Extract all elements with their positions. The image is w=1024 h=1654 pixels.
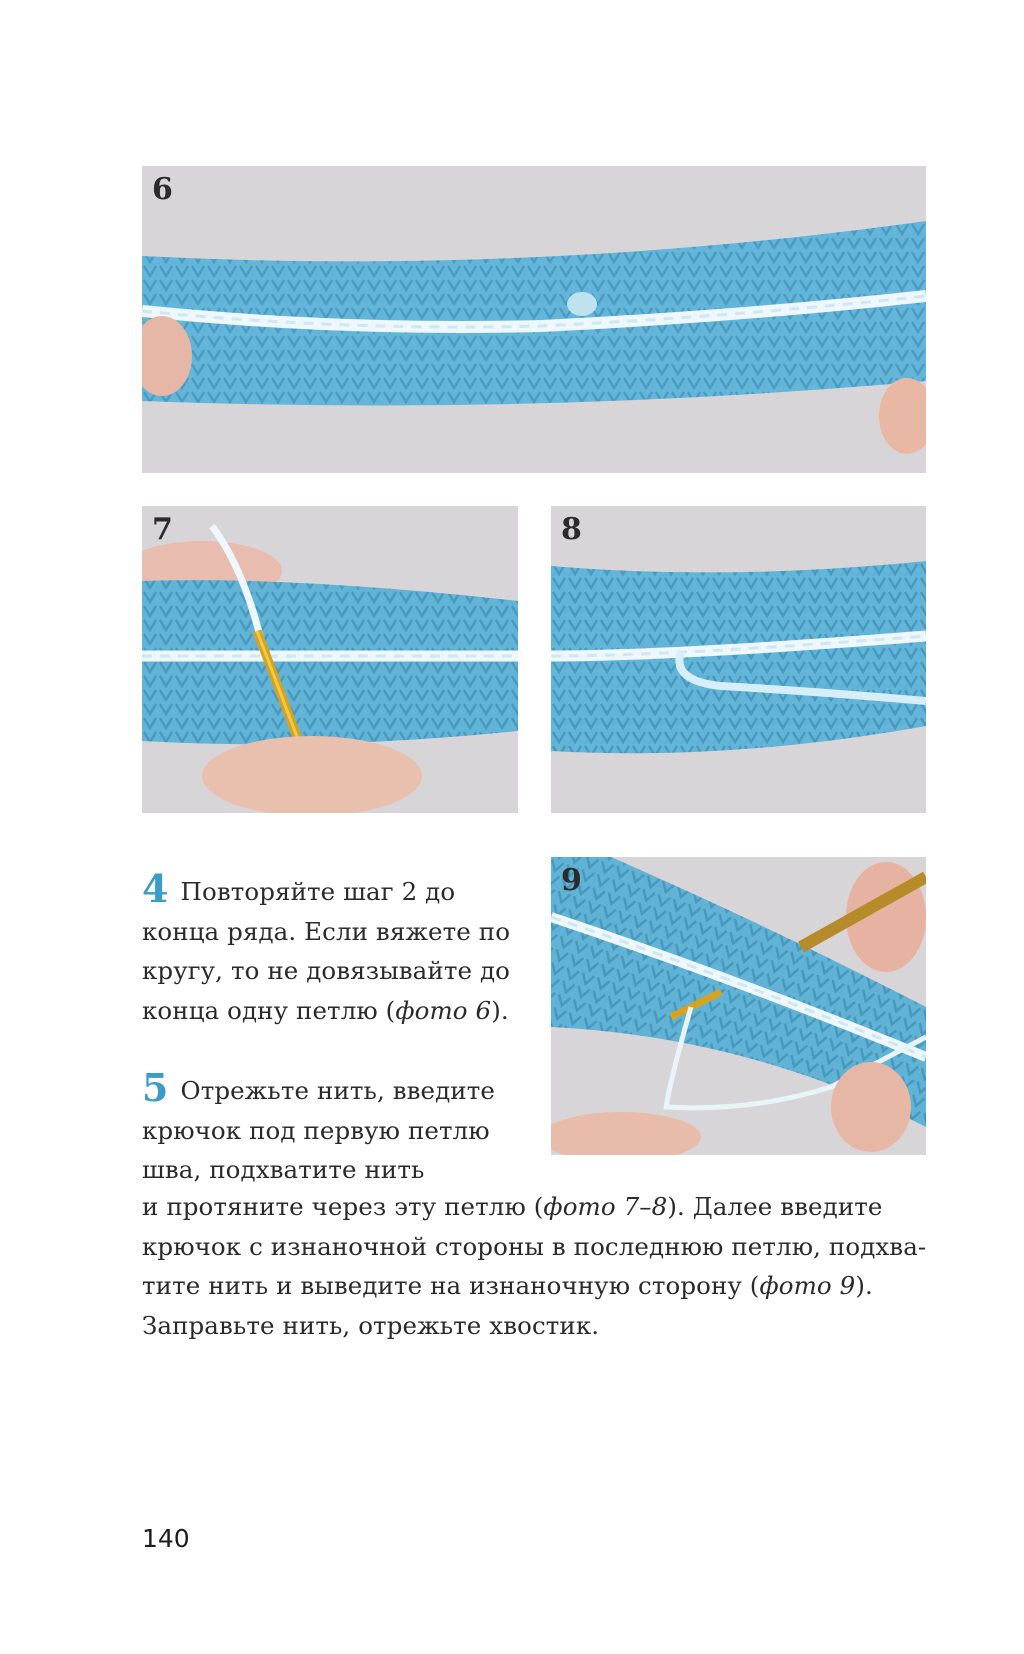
text-line: Заправьте нить, отрежьте хвостик. (142, 1310, 600, 1340)
photo-number: 7 (152, 512, 173, 547)
text-line: конца одну петлю ( (142, 995, 396, 1025)
text-line: конца ряда. Если вяжете по (142, 916, 511, 946)
text-line: крючок под первую петлю (142, 1115, 490, 1145)
page-number: 140 (142, 1524, 190, 1553)
text-line: Отрежьте нить, введите (180, 1076, 495, 1105)
text-fragment: ). Далее введите (667, 1192, 883, 1221)
photo-reference: фото 6 (395, 995, 492, 1025)
knitted-strip-illustration (142, 166, 926, 473)
step-number: 4 (142, 866, 169, 911)
step-5-continuation (142, 1187, 932, 1345)
text-line: кругу, то не довязывайте до (142, 956, 510, 985)
step-number: 5 (142, 1065, 169, 1110)
photo-number: 8 (561, 512, 582, 547)
photo-reference: фото 7–8 (543, 1192, 668, 1221)
text-fragment: ). (855, 1271, 873, 1300)
photo-6 (142, 166, 926, 473)
text-fragment: тите нить и выведите на изнаночную сторону ( (142, 1271, 760, 1300)
step-5-text (142, 1065, 502, 1190)
text-line: крючок с изнаночной стороны в последнюю петлю, подхва- (142, 1231, 927, 1261)
text-fragment: ). (491, 995, 509, 1025)
photo-number: 6 (152, 172, 173, 207)
text-line: Повторяйте шаг 2 до (180, 877, 456, 906)
photo-8 (551, 506, 926, 813)
photo-7 (142, 506, 518, 813)
wrong-side-illustration (551, 857, 926, 1155)
text-line: шва, подхватите нить (142, 1155, 425, 1184)
hook-illustration (142, 506, 518, 813)
step-4-text (142, 866, 512, 1030)
photo-9 (551, 857, 926, 1155)
photo-number: 9 (561, 863, 582, 898)
pulled-yarn-illustration (551, 506, 926, 813)
text-fragment: и протяните через эту петлю ( (142, 1192, 544, 1221)
photo-reference: фото 9 (759, 1271, 856, 1300)
